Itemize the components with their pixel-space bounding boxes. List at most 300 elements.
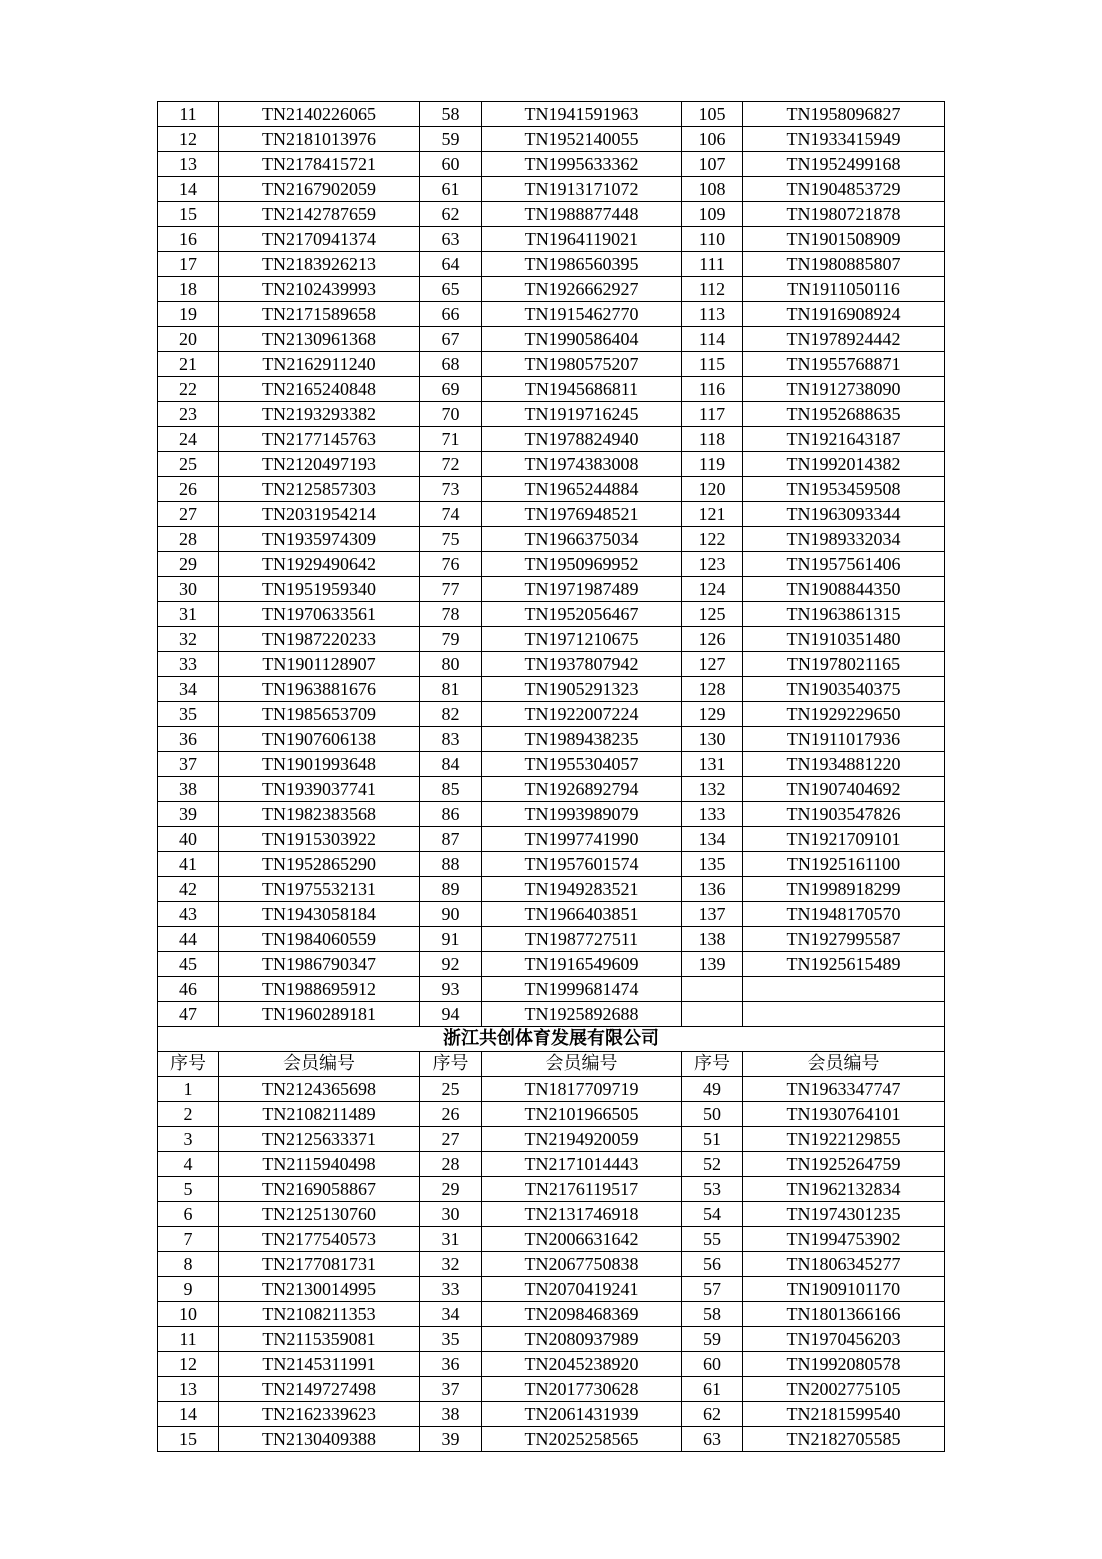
- table-row: [158, 452, 945, 477]
- member-id-cell: TN1806345277: [743, 1252, 945, 1277]
- seq-cell: 23: [158, 402, 219, 427]
- seq-cell: 71: [420, 427, 482, 452]
- seq-cell: 80: [420, 652, 482, 677]
- table-row: [158, 677, 945, 702]
- table-row: [158, 352, 945, 377]
- member-id-cell: TN2130409388: [219, 1427, 420, 1452]
- member-id-cell: TN2125857303: [219, 477, 420, 502]
- seq-cell: 124: [682, 577, 743, 602]
- member-id-cell: TN2181599540: [743, 1402, 945, 1427]
- member-id-cell: TN2177540573: [219, 1227, 420, 1252]
- seq-cell: 88: [420, 852, 482, 877]
- table-row: [158, 727, 945, 752]
- member-id-cell: TN1962132834: [743, 1177, 945, 1202]
- member-id-cell: TN1976948521: [482, 502, 682, 527]
- seq-cell: 116: [682, 377, 743, 402]
- seq-cell: 119: [682, 452, 743, 477]
- table-row: [158, 327, 945, 352]
- member-id-cell: TN1966375034: [482, 527, 682, 552]
- member-id-cell: TN1925264759: [743, 1152, 945, 1177]
- seq-cell: 28: [420, 1152, 482, 1177]
- seq-cell: 83: [420, 727, 482, 752]
- table-row: [158, 927, 945, 952]
- seq-cell: 117: [682, 402, 743, 427]
- seq-cell: 30: [158, 577, 219, 602]
- seq-cell: 17: [158, 252, 219, 277]
- member-id-cell: TN2145311991: [219, 1352, 420, 1377]
- seq-cell: 33: [158, 652, 219, 677]
- member-id-cell: TN1929490642: [219, 552, 420, 577]
- member-id-cell: TN1907404692: [743, 777, 945, 802]
- table-row: [158, 227, 945, 252]
- member-id-cell: TN2178415721: [219, 152, 420, 177]
- member-id-cell: TN2165240848: [219, 377, 420, 402]
- seq-cell: 32: [158, 627, 219, 652]
- member-id-cell: TN1990586404: [482, 327, 682, 352]
- seq-cell: 54: [682, 1202, 743, 1227]
- seq-cell: 53: [682, 1177, 743, 1202]
- seq-cell: 61: [682, 1377, 743, 1402]
- seq-cell: 63: [420, 227, 482, 252]
- member-id-cell: TN1925615489: [743, 952, 945, 977]
- table-row: [158, 902, 945, 927]
- seq-cell: 15: [158, 1427, 219, 1452]
- seq-cell: 8: [158, 1252, 219, 1277]
- member-id-cell: TN1908844350: [743, 577, 945, 602]
- member-id-cell: TN2070419241: [482, 1277, 682, 1302]
- member-id-cell: TN1903540375: [743, 677, 945, 702]
- seq-cell: [682, 1002, 743, 1027]
- member-id-cell: TN2102439993: [219, 277, 420, 302]
- member-id-cell: TN1926892794: [482, 777, 682, 802]
- table-row: [158, 202, 945, 227]
- member-id-cell: TN1907606138: [219, 727, 420, 752]
- member-id-cell: TN1921643187: [743, 427, 945, 452]
- table-row: [158, 1102, 945, 1127]
- member-id-cell: TN1901128907: [219, 652, 420, 677]
- table-row: [158, 127, 945, 152]
- seq-cell: 16: [158, 227, 219, 252]
- member-id-cell: TN2108211489: [219, 1102, 420, 1127]
- seq-cell: 112: [682, 277, 743, 302]
- table-row: [158, 552, 945, 577]
- seq-cell: 62: [420, 202, 482, 227]
- member-id-cell: TN1974301235: [743, 1202, 945, 1227]
- seq-cell: 5: [158, 1177, 219, 1202]
- seq-cell: 87: [420, 827, 482, 852]
- seq-cell: 20: [158, 327, 219, 352]
- seq-cell: 94: [420, 1002, 482, 1027]
- seq-cell: 43: [158, 902, 219, 927]
- member-id-cell: TN1905291323: [482, 677, 682, 702]
- member-id-cell: TN1913171072: [482, 177, 682, 202]
- seq-cell: 68: [420, 352, 482, 377]
- section-b-header: [158, 1052, 945, 1077]
- member-id-cell: TN2125130760: [219, 1202, 420, 1227]
- member-id-cell: TN1910351480: [743, 627, 945, 652]
- member-id-cell: TN2098468369: [482, 1302, 682, 1327]
- seq-cell: 76: [420, 552, 482, 577]
- seq-cell: 59: [682, 1327, 743, 1352]
- table-row: [158, 852, 945, 877]
- seq-cell: 108: [682, 177, 743, 202]
- seq-cell: 127: [682, 652, 743, 677]
- table-row: [158, 377, 945, 402]
- table-row: [158, 177, 945, 202]
- seq-cell: 74: [420, 502, 482, 527]
- table-row: [158, 427, 945, 452]
- table-row: [158, 602, 945, 627]
- table-row: [158, 1002, 945, 1027]
- member-id-cell: TN1922129855: [743, 1127, 945, 1152]
- member-id-cell: TN1922007224: [482, 702, 682, 727]
- member-id-cell: TN2017730628: [482, 1377, 682, 1402]
- member-id-cell: TN1935974309: [219, 527, 420, 552]
- member-id-cell: TN1919716245: [482, 402, 682, 427]
- column-header-member-id: 会员编号: [482, 1052, 682, 1077]
- seq-cell: 31: [158, 602, 219, 627]
- seq-cell: 137: [682, 902, 743, 927]
- seq-cell: [682, 977, 743, 1002]
- member-id-cell: TN1934881220: [743, 752, 945, 777]
- member-id-cell: TN1989332034: [743, 527, 945, 552]
- seq-cell: 77: [420, 577, 482, 602]
- seq-cell: 15: [158, 202, 219, 227]
- seq-cell: 3: [158, 1127, 219, 1152]
- seq-cell: 9: [158, 1277, 219, 1302]
- table-row: [158, 1127, 945, 1152]
- table-row: [158, 952, 945, 977]
- seq-cell: 40: [158, 827, 219, 852]
- table-row: [158, 1402, 945, 1427]
- seq-cell: 55: [682, 1227, 743, 1252]
- table-row: [158, 1227, 945, 1252]
- member-id-cell: TN1960289181: [219, 1002, 420, 1027]
- seq-cell: 59: [420, 127, 482, 152]
- seq-cell: 84: [420, 752, 482, 777]
- member-id-cell: TN1974383008: [482, 452, 682, 477]
- member-id-cell: TN2140226065: [219, 102, 420, 127]
- seq-cell: 67: [420, 327, 482, 352]
- member-id-cell: TN1941591963: [482, 102, 682, 127]
- seq-cell: 66: [420, 302, 482, 327]
- seq-cell: 34: [420, 1302, 482, 1327]
- seq-cell: 58: [420, 102, 482, 127]
- seq-cell: 91: [420, 927, 482, 952]
- member-id-cell: TN1978924442: [743, 327, 945, 352]
- column-header-member-id: 会员编号: [219, 1052, 420, 1077]
- table-row: [158, 302, 945, 327]
- seq-cell: 27: [158, 502, 219, 527]
- member-id-cell: TN1965244884: [482, 477, 682, 502]
- seq-cell: 69: [420, 377, 482, 402]
- member-id-cell: TN2170941374: [219, 227, 420, 252]
- company-title-row: [158, 1027, 945, 1052]
- member-id-cell: TN1916908924: [743, 302, 945, 327]
- member-id-cell: TN1909101170: [743, 1277, 945, 1302]
- company-title: 浙江共创体育发展有限公司: [158, 1027, 945, 1052]
- seq-cell: 47: [158, 1002, 219, 1027]
- seq-cell: 34: [158, 677, 219, 702]
- seq-cell: 70: [420, 402, 482, 427]
- table-row: [158, 1327, 945, 1352]
- seq-cell: 89: [420, 877, 482, 902]
- seq-cell: 4: [158, 1152, 219, 1177]
- member-id-cell: TN2171589658: [219, 302, 420, 327]
- seq-cell: 72: [420, 452, 482, 477]
- seq-cell: 122: [682, 527, 743, 552]
- seq-cell: 18: [158, 277, 219, 302]
- section-a-rows: [158, 102, 945, 1027]
- seq-cell: 25: [158, 452, 219, 477]
- member-id-cell: TN1927995587: [743, 927, 945, 952]
- member-id-cell: TN1901508909: [743, 227, 945, 252]
- seq-cell: 39: [158, 802, 219, 827]
- member-id-cell: TN1998918299: [743, 877, 945, 902]
- seq-cell: 86: [420, 802, 482, 827]
- member-id-cell: TN1993989079: [482, 802, 682, 827]
- seq-cell: 21: [158, 352, 219, 377]
- seq-cell: 10: [158, 1302, 219, 1327]
- seq-cell: 36: [158, 727, 219, 752]
- member-id-cell: TN2067750838: [482, 1252, 682, 1277]
- member-id-cell: TN1925892688: [482, 1002, 682, 1027]
- member-id-cell: TN1948170570: [743, 902, 945, 927]
- table-row: [158, 502, 945, 527]
- seq-cell: 113: [682, 302, 743, 327]
- member-id-cell: TN1904853729: [743, 177, 945, 202]
- member-id-cell: TN1988877448: [482, 202, 682, 227]
- seq-cell: 13: [158, 152, 219, 177]
- seq-cell: 110: [682, 227, 743, 252]
- seq-cell: 60: [682, 1352, 743, 1377]
- seq-cell: 123: [682, 552, 743, 577]
- section-b-title: [158, 1027, 945, 1052]
- seq-cell: 46: [158, 977, 219, 1002]
- member-id-cell: TN2031954214: [219, 502, 420, 527]
- member-table: [157, 101, 945, 1452]
- member-id-cell: TN1980885807: [743, 252, 945, 277]
- member-id-cell: TN2182705585: [743, 1427, 945, 1452]
- table-row: [158, 1202, 945, 1227]
- seq-cell: 134: [682, 827, 743, 852]
- seq-cell: 28: [158, 527, 219, 552]
- seq-cell: 32: [420, 1252, 482, 1277]
- seq-cell: 106: [682, 127, 743, 152]
- member-id-cell: TN1933415949: [743, 127, 945, 152]
- member-id-cell: TN1939037741: [219, 777, 420, 802]
- seq-cell: 19: [158, 302, 219, 327]
- member-id-cell: TN1963881676: [219, 677, 420, 702]
- member-id-cell: TN1988695912: [219, 977, 420, 1002]
- member-id-cell: TN2171014443: [482, 1152, 682, 1177]
- seq-cell: 14: [158, 1402, 219, 1427]
- table-row: [158, 1177, 945, 1202]
- seq-cell: 27: [420, 1127, 482, 1152]
- member-id-cell: TN1921709101: [743, 827, 945, 852]
- seq-cell: 82: [420, 702, 482, 727]
- table-row: [158, 877, 945, 902]
- seq-cell: 29: [420, 1177, 482, 1202]
- seq-cell: 12: [158, 1352, 219, 1377]
- seq-cell: 26: [158, 477, 219, 502]
- seq-cell: 39: [420, 1427, 482, 1452]
- seq-cell: 130: [682, 727, 743, 752]
- seq-cell: 61: [420, 177, 482, 202]
- column-header-seq: 序号: [420, 1052, 482, 1077]
- seq-cell: 35: [420, 1327, 482, 1352]
- member-id-cell: TN1957561406: [743, 552, 945, 577]
- seq-cell: 62: [682, 1402, 743, 1427]
- member-id-cell: TN1953459508: [743, 477, 945, 502]
- seq-cell: 2: [158, 1102, 219, 1127]
- seq-cell: 42: [158, 877, 219, 902]
- table-row: [158, 1377, 945, 1402]
- member-id-cell: TN2183926213: [219, 252, 420, 277]
- member-id-cell: TN1912738090: [743, 377, 945, 402]
- table-row: [158, 1427, 945, 1452]
- seq-cell: 38: [158, 777, 219, 802]
- member-id-cell: TN1911050116: [743, 277, 945, 302]
- seq-cell: 125: [682, 602, 743, 627]
- member-id-cell: TN1950969952: [482, 552, 682, 577]
- seq-cell: 31: [420, 1227, 482, 1252]
- seq-cell: 73: [420, 477, 482, 502]
- seq-cell: 118: [682, 427, 743, 452]
- seq-cell: 14: [158, 177, 219, 202]
- seq-cell: 58: [682, 1302, 743, 1327]
- member-id-cell: TN2125633371: [219, 1127, 420, 1152]
- seq-cell: 51: [682, 1127, 743, 1152]
- seq-cell: 1: [158, 1077, 219, 1102]
- seq-cell: 11: [158, 1327, 219, 1352]
- seq-cell: 131: [682, 752, 743, 777]
- seq-cell: 36: [420, 1352, 482, 1377]
- table-row: [158, 827, 945, 852]
- member-id-cell: TN1970456203: [743, 1327, 945, 1352]
- seq-cell: 37: [158, 752, 219, 777]
- seq-cell: 126: [682, 627, 743, 652]
- member-id-cell: TN1989438235: [482, 727, 682, 752]
- member-id-cell: TN1966403851: [482, 902, 682, 927]
- member-id-cell: TN1937807942: [482, 652, 682, 677]
- seq-cell: 105: [682, 102, 743, 127]
- member-id-cell: TN2115359081: [219, 1327, 420, 1352]
- member-id-cell: TN1903547826: [743, 802, 945, 827]
- member-id-cell: TN1997741990: [482, 827, 682, 852]
- seq-cell: 92: [420, 952, 482, 977]
- seq-cell: 33: [420, 1277, 482, 1302]
- table-row: [158, 777, 945, 802]
- member-id-cell: TN1925161100: [743, 852, 945, 877]
- table-row: [158, 1277, 945, 1302]
- member-id-cell: TN2167902059: [219, 177, 420, 202]
- member-id-cell: TN1915462770: [482, 302, 682, 327]
- member-id-cell: TN1957601574: [482, 852, 682, 877]
- member-id-cell: TN1916549609: [482, 952, 682, 977]
- member-id-cell: TN1915303922: [219, 827, 420, 852]
- table-row: [158, 802, 945, 827]
- column-header-seq: 序号: [158, 1052, 219, 1077]
- seq-cell: 93: [420, 977, 482, 1002]
- member-id-cell: TN2176119517: [482, 1177, 682, 1202]
- member-id-cell: TN1978824940: [482, 427, 682, 452]
- seq-cell: 109: [682, 202, 743, 227]
- seq-cell: 129: [682, 702, 743, 727]
- seq-cell: 38: [420, 1402, 482, 1427]
- seq-cell: 133: [682, 802, 743, 827]
- seq-cell: 56: [682, 1252, 743, 1277]
- member-id-cell: TN1817709719: [482, 1077, 682, 1102]
- member-id-cell: TN2142787659: [219, 202, 420, 227]
- seq-cell: 22: [158, 377, 219, 402]
- seq-cell: 50: [682, 1102, 743, 1127]
- member-id-cell: TN1963093344: [743, 502, 945, 527]
- member-id-cell: TN2177145763: [219, 427, 420, 452]
- member-id-cell: TN1958096827: [743, 102, 945, 127]
- member-id-cell: TN2149727498: [219, 1377, 420, 1402]
- member-id-cell: TN1926662927: [482, 277, 682, 302]
- member-id-cell: TN1952140055: [482, 127, 682, 152]
- member-id-cell: TN2101966505: [482, 1102, 682, 1127]
- member-id-cell: TN2115940498: [219, 1152, 420, 1177]
- table-row: [158, 652, 945, 677]
- table-row: [158, 402, 945, 427]
- seq-cell: 139: [682, 952, 743, 977]
- member-id-cell: [743, 977, 945, 1002]
- member-id-cell: TN2177081731: [219, 1252, 420, 1277]
- member-id-cell: TN1971210675: [482, 627, 682, 652]
- member-id-cell: TN2108211353: [219, 1302, 420, 1327]
- member-id-cell: TN2194920059: [482, 1127, 682, 1152]
- seq-cell: 65: [420, 277, 482, 302]
- seq-cell: 111: [682, 252, 743, 277]
- table-row: [158, 477, 945, 502]
- seq-cell: 45: [158, 952, 219, 977]
- seq-cell: 128: [682, 677, 743, 702]
- table-row: [158, 102, 945, 127]
- seq-cell: 60: [420, 152, 482, 177]
- table-row: [158, 1302, 945, 1327]
- seq-cell: 12: [158, 127, 219, 152]
- member-id-cell: TN1975532131: [219, 877, 420, 902]
- member-id-cell: TN1952499168: [743, 152, 945, 177]
- seq-cell: 24: [158, 427, 219, 452]
- member-id-cell: TN1901993648: [219, 752, 420, 777]
- member-id-cell: TN1980575207: [482, 352, 682, 377]
- seq-cell: 57: [682, 1277, 743, 1302]
- member-id-cell: TN1978021165: [743, 652, 945, 677]
- member-id-cell: TN1952865290: [219, 852, 420, 877]
- seq-cell: 44: [158, 927, 219, 952]
- seq-cell: 107: [682, 152, 743, 177]
- seq-cell: 79: [420, 627, 482, 652]
- table-row: [158, 1152, 945, 1177]
- seq-cell: 35: [158, 702, 219, 727]
- seq-cell: 41: [158, 852, 219, 877]
- seq-cell: 37: [420, 1377, 482, 1402]
- seq-cell: 85: [420, 777, 482, 802]
- column-header-member-id: 会员编号: [743, 1052, 945, 1077]
- seq-cell: 138: [682, 927, 743, 952]
- member-id-cell: TN1986560395: [482, 252, 682, 277]
- member-id-cell: TN2002775105: [743, 1377, 945, 1402]
- seq-cell: 49: [682, 1077, 743, 1102]
- member-id-cell: TN2130961368: [219, 327, 420, 352]
- seq-cell: 120: [682, 477, 743, 502]
- member-id-cell: TN1999681474: [482, 977, 682, 1002]
- column-header-row: [158, 1052, 945, 1077]
